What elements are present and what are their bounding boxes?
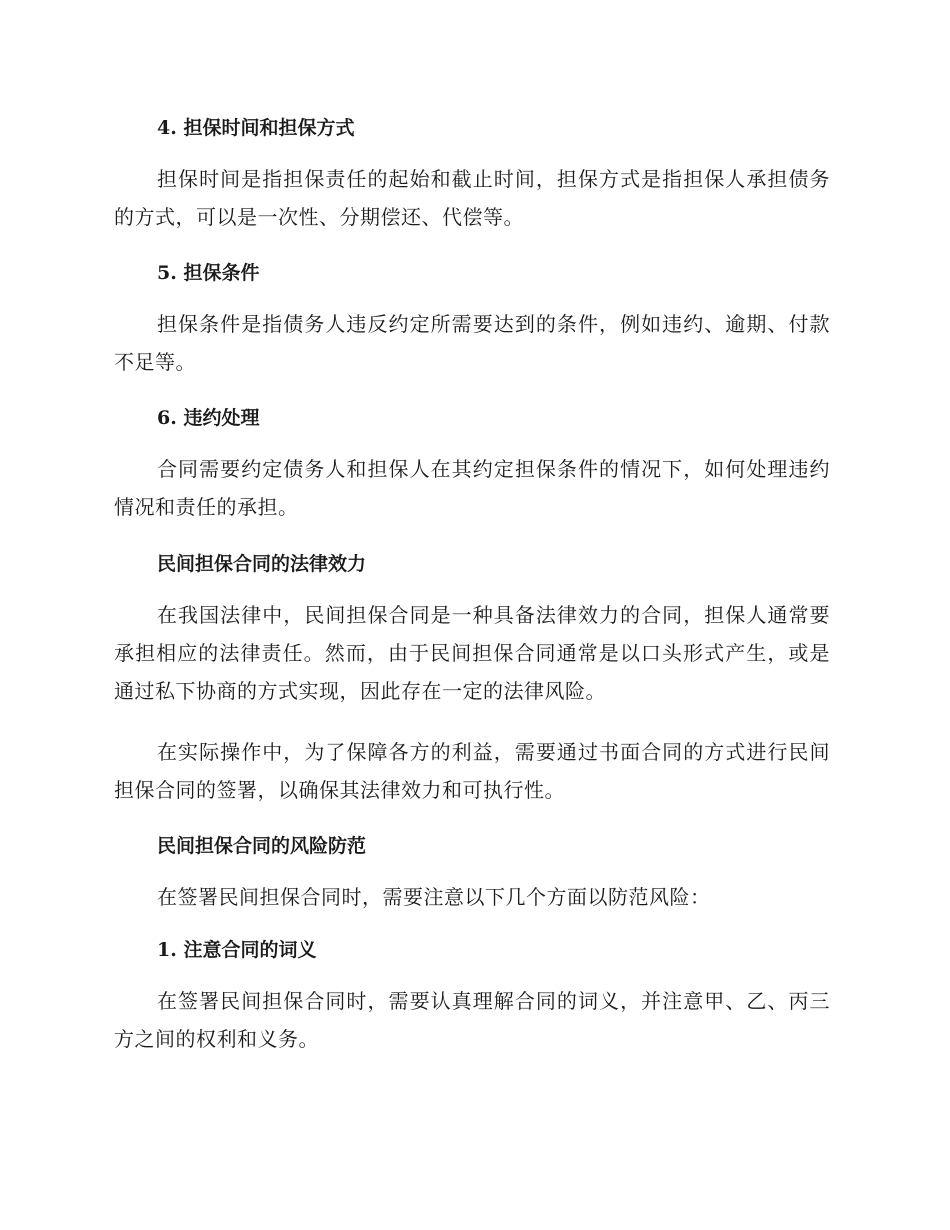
- paragraph-breach-handling: 合同需要约定债务人和担保人在其约定担保条件的情况下，如何处理违约情况和责任的承担。: [114, 457, 830, 519]
- section-heading-breach-handling: 6. 违约处理: [157, 407, 260, 429]
- paragraph-legal-effect-1: 在我国法律中，民间担保合同是一种具备法律效力的合同，担保人通常要承担相应的法律责任。然而，由于民间担保合同通常是以口头形式产生，或是通过私下协商的方式实现，因此存在一定的法律风险。: [114, 603, 830, 703]
- paragraph-contract-wording: 在签署民间担保合同时，需要认真理解合同的词义，并注意甲、乙、丙三方之间的权利和义务。: [114, 989, 830, 1051]
- paragraph-legal-effect-2: 在实际操作中，为了保障各方的利益，需要通过书面合同的方式进行民间担保合同的签署，以确保其法律效力和可执行性。: [114, 740, 830, 802]
- paragraph-risk-prevention-intro: 在签署民间担保合同时，需要注意以下几个方面以防范风险：: [157, 885, 711, 909]
- paragraph-guarantee-time-method: 担保时间是指担保责任的起始和截止时间，担保方式是指担保人承担债务的方式，可以是一次性、分期偿还、代偿等。: [114, 167, 830, 229]
- section-heading-guarantee-time-method: 4. 担保时间和担保方式: [157, 117, 355, 139]
- section-heading-contract-wording: 1. 注意合同的词义: [157, 939, 317, 961]
- section-heading-risk-prevention: 民间担保合同的风险防范: [157, 835, 367, 857]
- paragraph-guarantee-conditions: 担保条件是指债务人违反约定所需要达到的条件，例如违约、逾期、付款不足等。: [114, 312, 830, 374]
- section-heading-guarantee-conditions: 5. 担保条件: [157, 262, 260, 284]
- section-heading-legal-effect: 民间担保合同的法律效力: [157, 553, 367, 575]
